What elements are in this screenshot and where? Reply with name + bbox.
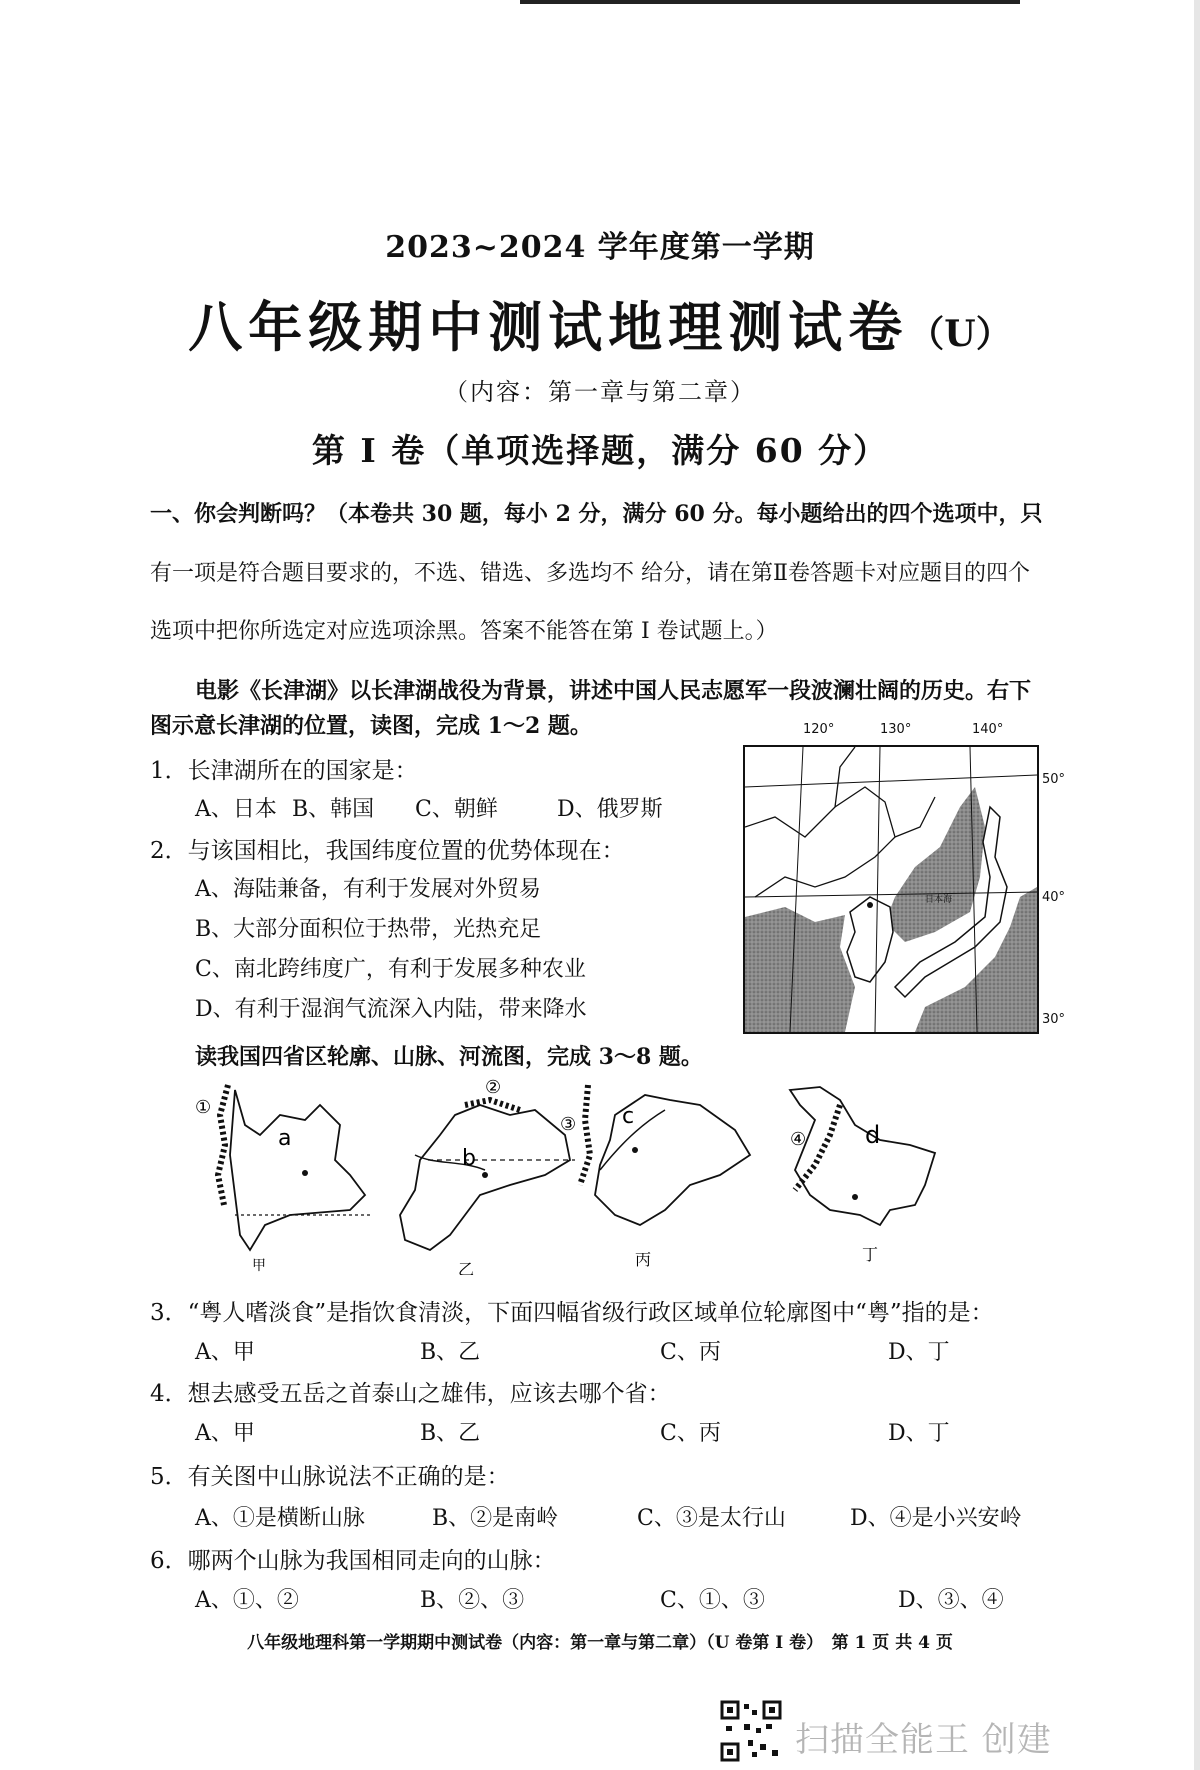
question-3-stem: 3．“粤人嗜淡食”是指饮食清淡，下面四幅省级行政区域单位轮廓图中“粤”指的是： bbox=[150, 1300, 994, 1326]
changjin-lake-point bbox=[867, 902, 873, 908]
scanner-watermark: 扫描全能王 创建 bbox=[795, 1720, 1052, 1760]
q6-option-d[interactable]: D、③、④ bbox=[898, 1588, 1004, 1613]
q4-option-a[interactable]: A、甲 bbox=[195, 1421, 255, 1446]
exam-title-text: 八年级期中测试地理测试卷 bbox=[188, 295, 909, 359]
q2-option-c[interactable]: C、南北跨纬度广，有利于发展多种农业 bbox=[195, 957, 586, 982]
top-scan-line bbox=[520, 0, 1020, 4]
content-note: （内容：第一章与第二章） bbox=[444, 378, 756, 406]
japan-sea-area bbox=[885, 787, 985, 942]
map-lon-130: 130° bbox=[880, 722, 912, 737]
question-4-stem: 4．想去感受五岳之首泰山之雄伟，应该去哪个省： bbox=[150, 1381, 671, 1407]
map-svg bbox=[745, 747, 1037, 1032]
yellow-sea-area bbox=[745, 907, 855, 1032]
mountain-range-1 bbox=[218, 1085, 228, 1205]
page-footer: 八年级地理科第一学期期中测试卷（内容：第一章与第二章）（U 卷第 I 卷） 第 1 页 共 4 页 bbox=[247, 1633, 953, 1653]
q1-option-b[interactable]: B、韩国 bbox=[292, 797, 375, 822]
q5-option-b[interactable]: B、②是南岭 bbox=[432, 1506, 559, 1531]
map-lon-120: 120° bbox=[803, 722, 835, 737]
question-1-stem: 1．长津湖所在的国家是： bbox=[150, 758, 418, 784]
instructions-line-3: 选项中把你所选定对应选项涂黑。答案不能答在第 I 卷试题上。） bbox=[150, 619, 778, 644]
q6-option-a[interactable]: A、①、② bbox=[195, 1588, 299, 1613]
q4-option-c[interactable]: C、丙 bbox=[660, 1421, 721, 1446]
q5-option-a[interactable]: A、①是横断山脉 bbox=[195, 1506, 365, 1531]
volume-heading: 第 I 卷（单项选择题，满分 60 分） bbox=[311, 431, 889, 470]
mountain-number-2: ② bbox=[485, 1077, 502, 1098]
sea-label: 日本海 bbox=[925, 895, 953, 905]
map-lat-50: 50° bbox=[1042, 772, 1066, 787]
exam-title-suffix: （U） bbox=[908, 313, 1012, 355]
map-lon-140: 140° bbox=[972, 722, 1004, 737]
q2-option-d[interactable]: D、有利于湿润气流深入内陆，带来降水 bbox=[195, 997, 587, 1022]
province-outline-jia bbox=[230, 1090, 365, 1250]
q3-option-c[interactable]: C、丙 bbox=[660, 1340, 721, 1365]
section2-intro: 读我国四省区轮廓、山脉、河流图，完成 3～8 题。 bbox=[195, 1044, 703, 1070]
province-outline-ding bbox=[790, 1087, 935, 1225]
q1-option-c[interactable]: C、朝鲜 bbox=[415, 797, 498, 822]
map-lat-30: 30° bbox=[1042, 1012, 1066, 1027]
q2-option-a[interactable]: A、海陆兼备，有利于发展对外贸易 bbox=[195, 877, 541, 902]
river-label-a: a bbox=[278, 1126, 292, 1151]
mountain-number-3: ③ bbox=[560, 1114, 577, 1135]
question-5-stem: 5．有关图中山脉说法不正确的是： bbox=[150, 1464, 510, 1490]
question-2-stem: 2．与该国相比，我国纬度位置的优势体现在： bbox=[150, 838, 625, 864]
q1-option-d[interactable]: D、俄罗斯 bbox=[557, 797, 663, 822]
q2-option-b[interactable]: B、大部分面积位于热带，光热充足 bbox=[195, 917, 542, 942]
instructions-line-1: 一、你会判断吗？（本卷共 30 题，每小 2 分，满分 60 分。每小题给出的四个选项中，只 bbox=[150, 501, 1043, 527]
exam-year: 2023~2024 学年度第一学期 bbox=[385, 230, 815, 265]
exam-title bbox=[0, 285, 1200, 362]
river-label-d: d bbox=[865, 1121, 881, 1149]
changjin-lake-map bbox=[743, 745, 1039, 1034]
mountain-number-1: ① bbox=[195, 1097, 212, 1118]
province-name-bing: 丙 bbox=[635, 1250, 652, 1269]
q3-option-d[interactable]: D、丁 bbox=[888, 1340, 950, 1365]
intro-line-2: 图示意长津湖的位置，读图，完成 1～2 题。 bbox=[150, 713, 592, 739]
mountain-number-4: ④ bbox=[790, 1129, 807, 1150]
q5-option-c[interactable]: C、③是太行山 bbox=[637, 1506, 786, 1531]
country-borders bbox=[745, 747, 935, 897]
qr-code-icon bbox=[720, 1700, 782, 1762]
q4-option-d[interactable]: D、丁 bbox=[888, 1421, 950, 1446]
q3-option-b[interactable]: B、乙 bbox=[420, 1340, 481, 1365]
province-name-ding: 丁 bbox=[862, 1245, 879, 1264]
province-outlines bbox=[190, 1075, 1070, 1275]
river-label-c: c bbox=[622, 1104, 635, 1129]
province-outline-bing bbox=[595, 1095, 750, 1225]
q5-option-d[interactable]: D、④是小兴安岭 bbox=[850, 1506, 1022, 1531]
intro-line-1: 电影《长津湖》以长津湖战役为背景，讲述中国人民志愿军一段波澜壮阔的历史。右下 bbox=[195, 678, 1032, 704]
q4-option-b[interactable]: B、乙 bbox=[420, 1421, 481, 1446]
q6-option-c[interactable]: C、①、③ bbox=[660, 1588, 765, 1613]
q6-option-b[interactable]: B、②、③ bbox=[420, 1588, 525, 1613]
instructions-line-2: 有一项是符合题目要求的，不选、错选、多选均不 给分，请在第Ⅱ卷答题卡对应题目的四个 bbox=[150, 561, 1030, 586]
river-label-b: b bbox=[462, 1146, 476, 1171]
question-6-stem: 6．哪两个山脉为我国相同走向的山脉： bbox=[150, 1548, 556, 1574]
korean-peninsula bbox=[847, 897, 893, 982]
province-name-yi: 乙 bbox=[458, 1260, 475, 1275]
map-lat-40: 40° bbox=[1042, 890, 1066, 905]
q3-option-a[interactable]: A、甲 bbox=[195, 1340, 255, 1365]
mountain-range-3 bbox=[580, 1085, 590, 1185]
province-name-jia: 甲 bbox=[252, 1258, 266, 1274]
q1-option-a[interactable]: A、日本 bbox=[195, 797, 277, 822]
